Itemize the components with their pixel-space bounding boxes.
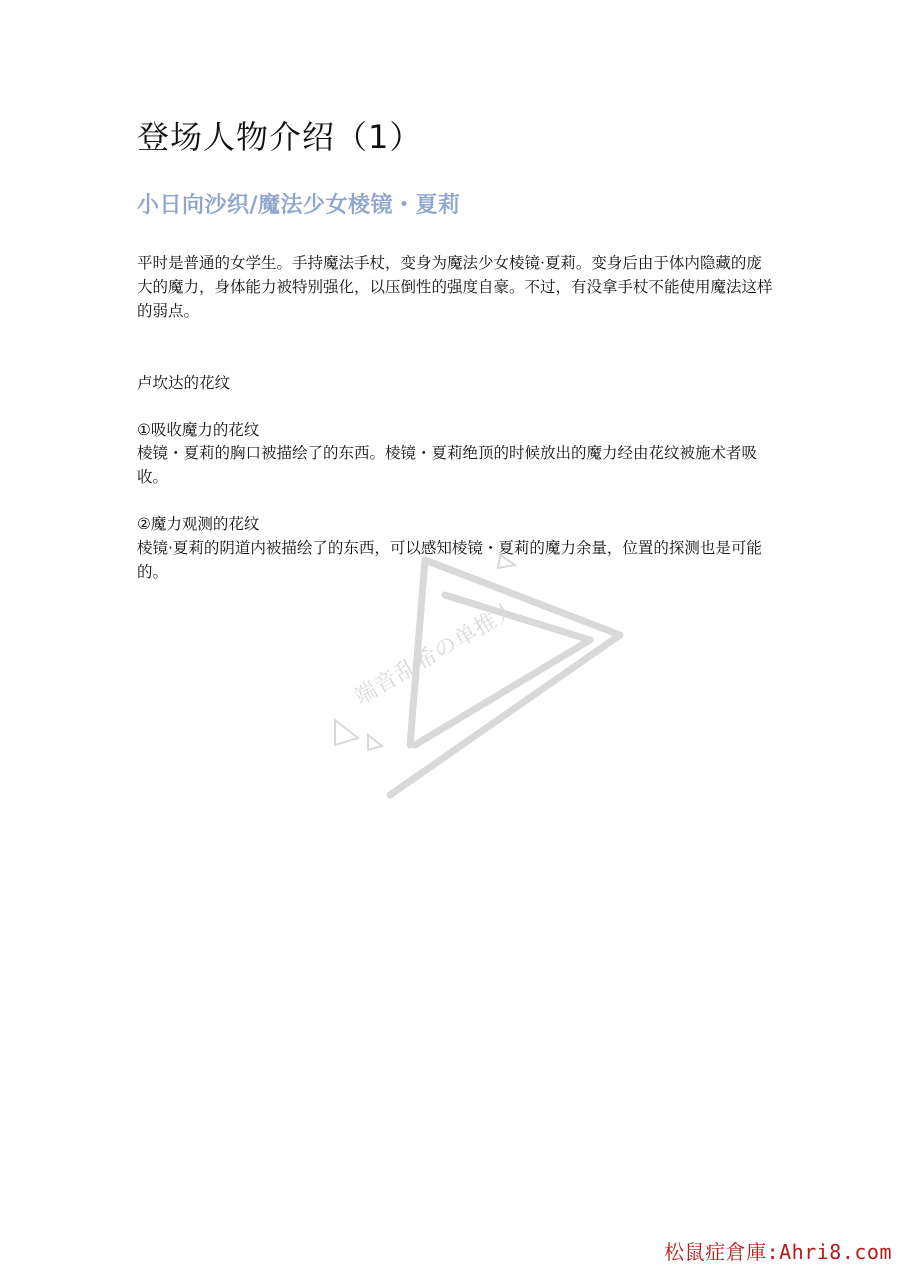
pattern-item-text: 棱镜・夏莉的胸口被描绘了的东西。棱镜・夏莉绝顶的时候放出的魔力经由花纹被施术者吸收。: [137, 444, 758, 486]
character-description: 平时是普通的女学生。手持魔法手杖，变身为魔法少女棱镜·夏莉。变身后由于体内隐藏的庞大的魔力，身体能力被特别强化，以压倒性的强度自豪。不过，有没拿手杖不能使用魔法这样的弱点。: [137, 254, 773, 320]
character-name-subtitle: 小日向沙织/魔法少女棱镜・夏莉: [137, 193, 461, 218]
pattern-item-text: 棱镜·夏莉的阴道内被描绘了的东西，可以感知棱镜・夏莉的魔力余量，位置的探测也是可能的。: [137, 539, 762, 581]
watermark-text: 端音乱希の单推人: [350, 596, 523, 711]
pattern-item-title: ②魔力观测的花纹: [137, 515, 260, 533]
section-label: 卢坎达的花纹: [137, 374, 231, 392]
site-watermark: 松鼠症倉庫:Ahri8.com: [664, 1240, 892, 1264]
page-title: 登场人物介绍（1）: [137, 118, 423, 156]
pattern-item-title: ①吸收魔力的花纹: [137, 421, 260, 439]
